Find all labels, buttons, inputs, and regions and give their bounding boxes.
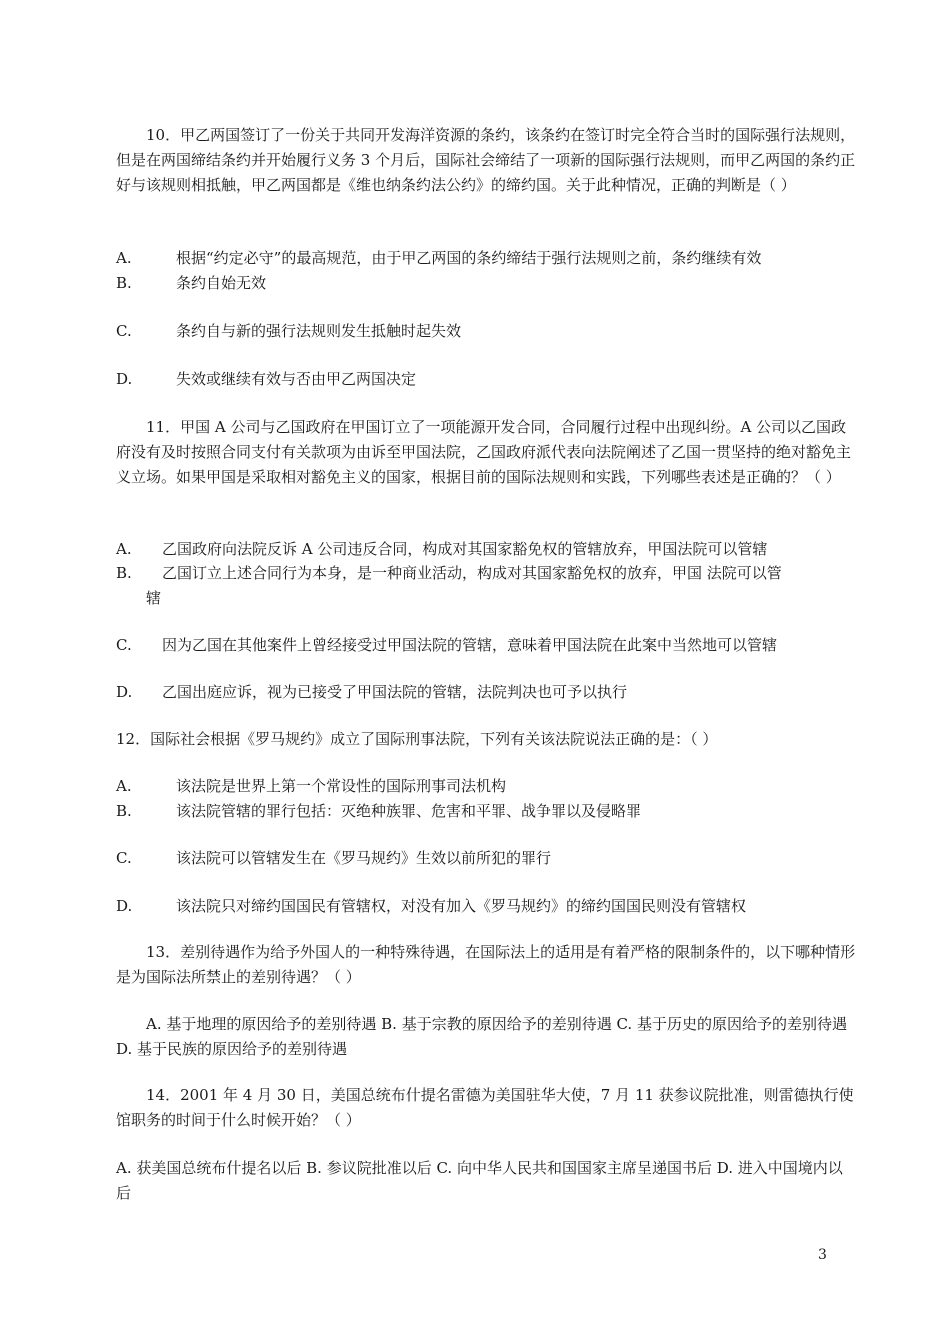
option-text-continued: 辖 <box>146 589 162 607</box>
question-12-option-b <box>116 799 856 824</box>
option-text: 该法院只对缔约国国民有管辖权，对没有加入《罗马规约》的缔约国国民则没有管辖权 <box>176 897 747 915</box>
question-11-option-c <box>116 633 856 658</box>
question-10-option-b <box>116 271 856 296</box>
option-text: 乙国政府向法院反诉 A 公司违反合同，构成对其国家豁免权的管辖放弃，甲国法院可以管辖 <box>162 540 768 558</box>
question-12-stem: 12．国际社会根据《罗马规约》成立了国际刑事法院，下列有关该法院说法正确的是：（ ） <box>116 730 718 748</box>
question-14-stem: 14．2001 年 4 月 30 日，美国总统布什提名雷德为美国驻华大使，7 月 11 获参议院批准，则雷德执行使馆职务的时间于什么时候开始？（ ） <box>116 1086 854 1129</box>
option-label: D. <box>116 370 133 388</box>
question-10-option-a <box>116 246 856 271</box>
option-label: D. <box>116 683 133 701</box>
option-text: 该法院是世界上第一个常设性的国际刑事司法机构 <box>176 777 507 795</box>
option-text: 根据“约定必守”的最高规范，由于甲乙两国的条约缔结于强行法规则之前，条约继续有效 <box>176 249 762 267</box>
question-12-option-c <box>116 846 856 871</box>
option-text: 乙国出庭应诉，视为已接受了甲国法院的管辖，法院判决也可予以执行 <box>162 683 628 701</box>
question-13-options: A. 基于地理的原因给予的差别待遇 B. 基于宗教的原因给予的差别待遇 C. 基于历史的原因给予的差别待遇 D. 基于民族的原因给予的差别待遇 <box>116 1015 847 1058</box>
option-label: A. <box>116 540 132 558</box>
page-number: 3 <box>818 1247 827 1263</box>
question-11-option-a <box>116 537 856 562</box>
option-label: C. <box>116 636 132 654</box>
option-label: D. <box>116 897 133 915</box>
question-13-stem: 13．差别待遇作为给予外国人的一种特殊待遇，在国际法上的适用是有着严格的限制条件的，以下哪种情形是为国际法所禁止的差别待遇？（ ） <box>116 943 856 986</box>
question-11-stem: 11．甲国 A 公司与乙国政府在甲国订立了一项能源开发合同，合同履行过程中出现纠纷。A 公司以乙国政府没有及时按照合同支付有关款项为由诉至甲国法院，乙国政府派代表向法院阐述了乙国一贯坚持的绝对豁免主义立场。如果甲国是采取相对豁免主义的国家，根据目前的国际法规则和实践，下列哪些表述是正确的？（ ） <box>116 418 852 486</box>
question-10-option-d <box>116 367 856 392</box>
option-label: C. <box>116 322 132 340</box>
option-text: 该法院管辖的罪行包括：灭绝种族罪、危害和平罪、战争罪以及侵略罪 <box>176 802 642 820</box>
option-text: 该法院可以管辖发生在《罗马规约》生效以前所犯的罪行 <box>176 849 552 867</box>
option-label: B. <box>116 802 132 820</box>
question-12-option-a <box>116 774 856 799</box>
option-text: 失效或继续有效与否由甲乙两国决定 <box>176 370 417 388</box>
option-label: C. <box>116 849 132 867</box>
option-text: 条约自始无效 <box>176 274 267 292</box>
option-label: A. <box>116 777 132 795</box>
option-text: 条约自与新的强行法规则发生抵触时起失效 <box>176 322 462 340</box>
question-11-option-b <box>116 561 856 611</box>
option-text: 因为乙国在其他案件上曾经接受过甲国法院的管辖，意味着甲国法院在此案中当然地可以管辖 <box>162 636 778 654</box>
option-label: B. <box>116 564 132 582</box>
option-text: 乙国订立上述合同行为本身，是一种商业活动，构成对其国家豁免权的放弃，甲国 法院可以管 <box>162 564 782 582</box>
question-10-option-c <box>116 319 856 344</box>
question-14-options: A. 获美国总统布什提名以后 B. 参议院批准以后 C. 向中华人民共和国国家主席呈递国书后 D. 进入中国境内以后 <box>116 1159 843 1202</box>
option-label: B. <box>116 274 132 292</box>
question-10-stem: 10．甲乙两国签订了一份关于共同开发海洋资源的条约，该条约在签订时完全符合当时的国际强行法规则，但是在两国缔结条约并开始履行义务 3 个月后，国际社会缔结了一项新的国际强行法规则，而甲乙两国的条约正好与该规则相抵触，甲乙两国都是《维也纳条约法公约》的缔约国。关于此种情况，正确的判断是（ ） <box>116 126 856 194</box>
question-12-option-d <box>116 894 856 919</box>
question-11-option-d <box>116 680 856 705</box>
option-label: A. <box>116 249 132 267</box>
